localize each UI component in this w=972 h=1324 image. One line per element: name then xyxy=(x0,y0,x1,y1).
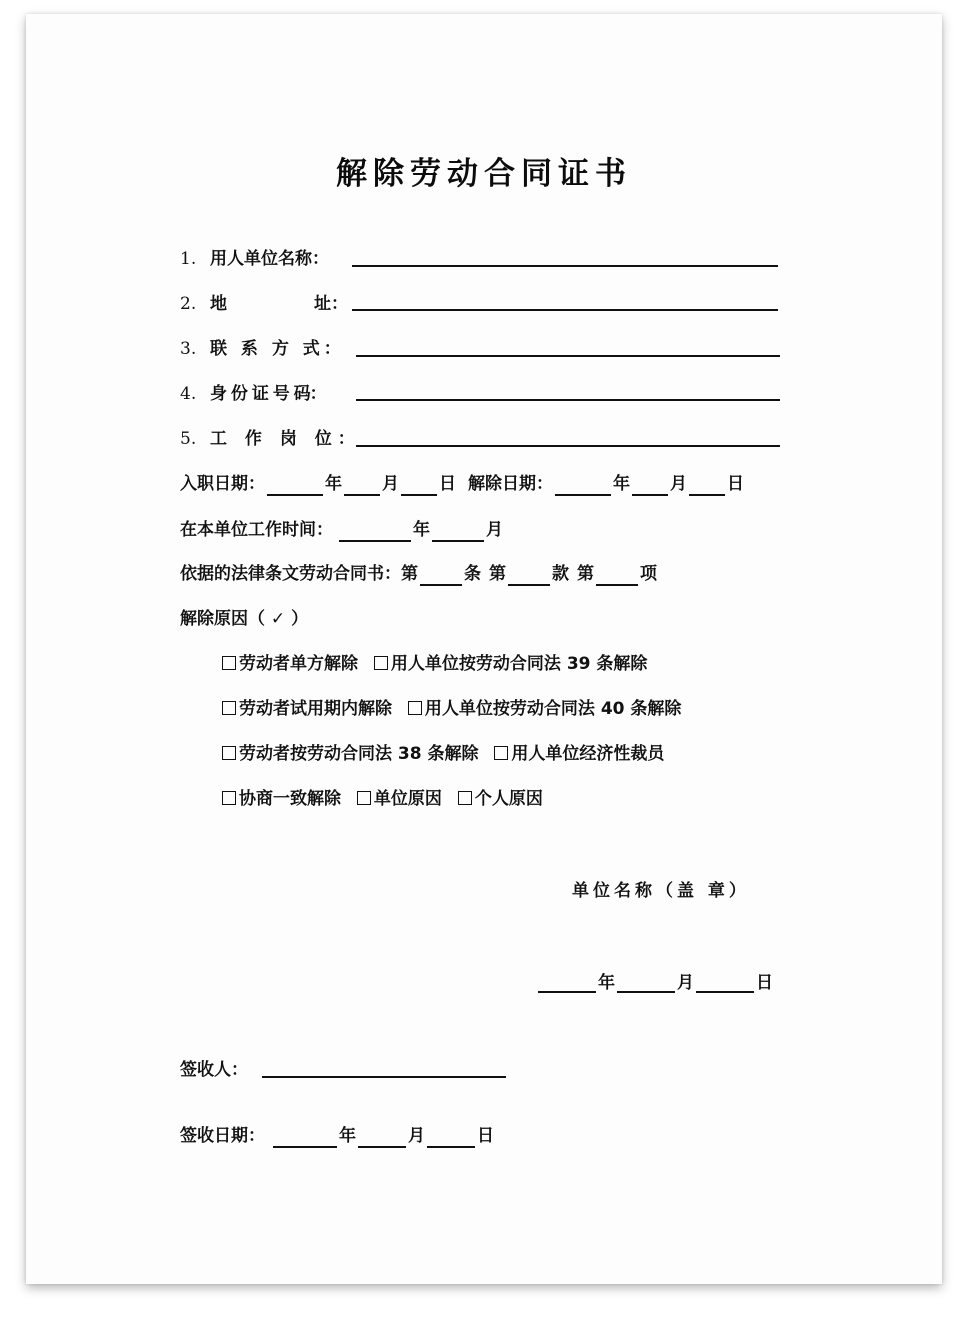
option-label: 协商一致解除 xyxy=(239,789,341,809)
di-unit: 第 xyxy=(401,564,418,584)
option-label: 用人单位按劳动合同法 39 条解除 xyxy=(390,654,648,674)
option-employer-art39[interactable] xyxy=(374,654,648,674)
option-label: 个人原因 xyxy=(474,789,543,809)
id-number-input-line[interactable] xyxy=(356,399,780,401)
month-unit: 月 xyxy=(408,1126,425,1146)
tenure-month-input[interactable] xyxy=(432,522,484,542)
document-title: 解除劳动合同证书 xyxy=(336,156,632,192)
signer-label: 签收人： xyxy=(180,1060,248,1080)
option-employer-art40[interactable] xyxy=(408,699,682,719)
year-unit: 年 xyxy=(339,1126,356,1146)
termination-month-input[interactable] xyxy=(632,476,668,496)
signer-row xyxy=(180,1058,248,1082)
checkbox-icon[interactable] xyxy=(222,746,236,760)
option-label: 劳动者试用期内解除 xyxy=(239,699,392,719)
termination-year-input[interactable] xyxy=(555,476,611,496)
year-unit: 年 xyxy=(613,474,630,494)
day-unit: 日 xyxy=(727,474,744,494)
sign-month-input[interactable] xyxy=(358,1128,406,1148)
year-unit: 年 xyxy=(325,474,342,494)
xiang-unit: 项 xyxy=(640,564,657,584)
field-label: 联 系 方 式： xyxy=(210,339,345,359)
field-label: 用人单位名称： xyxy=(210,249,329,269)
field-contact xyxy=(180,337,345,361)
checkbox-icon[interactable] xyxy=(458,791,472,805)
option-mutual-agreement[interactable] xyxy=(222,789,341,809)
option-label: 劳动者按劳动合同法 38 条解除 xyxy=(239,744,479,764)
dates-row xyxy=(180,472,744,496)
field-label-right: 址： xyxy=(314,294,348,314)
field-label: 工 作 岗 位： xyxy=(210,429,361,449)
option-probation[interactable] xyxy=(222,699,392,719)
checkbox-icon[interactable] xyxy=(408,701,422,715)
entry-year-input[interactable] xyxy=(267,476,323,496)
tenure-year-input[interactable] xyxy=(339,522,411,542)
position-input-line[interactable] xyxy=(356,445,780,447)
termination-date-label: 解除日期： xyxy=(468,474,553,494)
month-unit: 月 xyxy=(670,474,687,494)
di-unit: 第 xyxy=(577,564,594,584)
termination-day-input[interactable] xyxy=(689,476,725,496)
legal-basis-label: 依据的法律条文劳动合同书： xyxy=(180,564,401,584)
day-unit: 日 xyxy=(756,973,773,993)
month-unit: 月 xyxy=(382,474,399,494)
di-unit: 第 xyxy=(489,564,506,584)
entry-day-input[interactable] xyxy=(401,476,437,496)
option-label: 劳动者单方解除 xyxy=(239,654,358,674)
sign-day-input[interactable] xyxy=(427,1128,475,1148)
employer-name-input-line[interactable] xyxy=(352,265,778,267)
tenure-row xyxy=(180,518,503,542)
sign-year-input[interactable] xyxy=(273,1128,337,1148)
option-label: 用人单位按劳动合同法 40 条解除 xyxy=(424,699,682,719)
reason-options-row-1 xyxy=(222,652,657,676)
company-seal-label: 单位名称（盖 章） xyxy=(572,881,750,901)
entry-date-label: 入职日期： xyxy=(180,474,265,494)
article-input[interactable] xyxy=(420,566,462,586)
checkbox-icon[interactable] xyxy=(357,791,371,805)
option-label: 用人单位经济性裁员 xyxy=(511,744,665,764)
option-personal-reason[interactable] xyxy=(458,789,543,809)
field-id-number xyxy=(180,382,326,406)
reason-options-row-2 xyxy=(222,697,691,721)
checkbox-icon[interactable] xyxy=(494,746,508,760)
option-employer-reason[interactable] xyxy=(357,789,442,809)
year-unit: 年 xyxy=(598,973,615,993)
checkbox-icon[interactable] xyxy=(374,656,388,670)
field-number: 2. xyxy=(180,294,197,314)
field-employer-name xyxy=(180,247,329,271)
field-number: 3. xyxy=(180,339,197,359)
document-page xyxy=(26,14,942,1284)
field-position xyxy=(180,427,361,451)
option-employee-art38[interactable] xyxy=(222,744,479,764)
tiao-unit: 条 xyxy=(464,564,481,584)
month-unit: 月 xyxy=(677,973,694,993)
kuan-unit: 款 xyxy=(552,564,569,584)
reason-heading: 解除原因（ ✓ ） xyxy=(180,609,309,629)
entry-month-input[interactable] xyxy=(344,476,380,496)
seal-day-input[interactable] xyxy=(696,973,754,993)
signer-input-line[interactable] xyxy=(262,1076,506,1078)
option-employee-unilateral[interactable] xyxy=(222,654,358,674)
contact-input-line[interactable] xyxy=(356,355,780,357)
seal-year-input[interactable] xyxy=(538,973,596,993)
year-unit: 年 xyxy=(413,520,430,540)
sign-date-row xyxy=(180,1124,494,1148)
field-address xyxy=(180,292,348,316)
legal-basis-row xyxy=(180,562,657,586)
day-unit: 日 xyxy=(477,1126,494,1146)
option-economic-layoff[interactable] xyxy=(494,744,664,764)
field-number: 1. xyxy=(180,249,197,269)
clause-input[interactable] xyxy=(508,566,550,586)
seal-date xyxy=(536,968,773,993)
checkbox-icon[interactable] xyxy=(222,701,236,715)
seal-month-input[interactable] xyxy=(617,973,675,993)
month-unit: 月 xyxy=(486,520,503,540)
reason-options-row-4 xyxy=(222,787,553,811)
item-input[interactable] xyxy=(596,566,638,586)
day-unit: 日 xyxy=(439,474,456,494)
tenure-label: 在本单位工作时间： xyxy=(180,520,333,540)
reason-options-row-3 xyxy=(222,742,674,766)
sign-date-label: 签收日期： xyxy=(180,1126,265,1146)
checkbox-icon[interactable] xyxy=(222,791,236,805)
field-label-left: 地 xyxy=(210,294,227,314)
field-number: 4. xyxy=(180,384,197,404)
address-input-line[interactable] xyxy=(352,309,778,311)
checkbox-icon[interactable] xyxy=(222,656,236,670)
field-number: 5. xyxy=(180,429,197,449)
option-label: 单位原因 xyxy=(373,789,442,809)
field-label: 身 份 证 号 码： xyxy=(210,384,326,404)
